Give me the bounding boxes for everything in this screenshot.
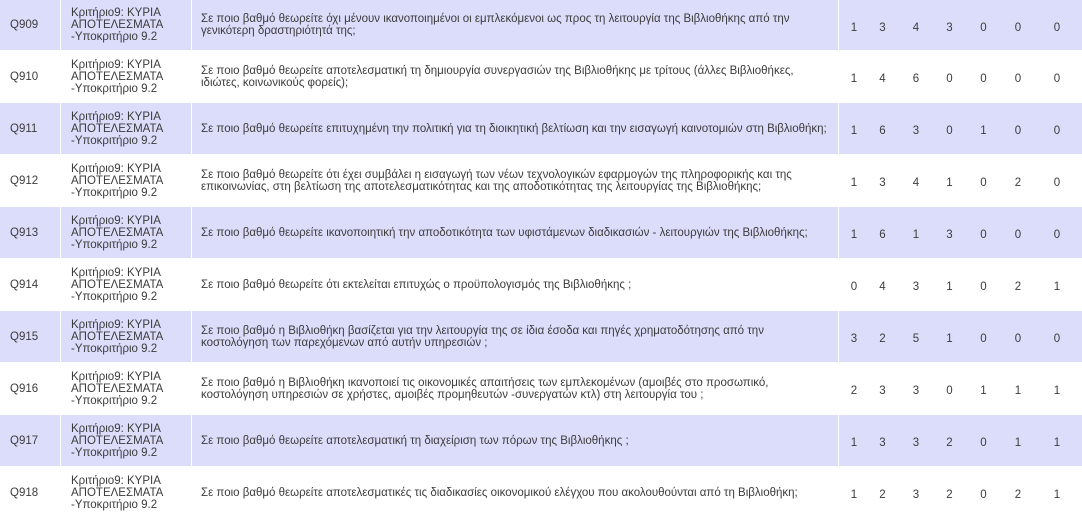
criterion-cell <box>61 0 192 51</box>
criterion-line: Κριτήριο9: ΚΥΡΙΑ <box>71 7 161 19</box>
response-count: 3 <box>896 467 936 519</box>
response-count: 0 <box>1032 103 1082 155</box>
response-count: 3 <box>869 363 896 415</box>
criterion-line: Κριτήριο9: ΚΥΡΙΑ <box>71 370 161 383</box>
response-count: 1 <box>839 207 869 259</box>
table-row <box>0 207 1082 259</box>
criterion-line: ΑΠΟΤΕΛΕΣΜΑΤΑ <box>71 19 164 31</box>
table-row <box>0 155 1082 207</box>
response-count: 0 <box>963 0 1004 51</box>
response-count: 3 <box>839 311 869 363</box>
response-count: 1 <box>936 259 963 311</box>
response-count: 1 <box>963 103 1004 155</box>
response-count: 0 <box>839 259 869 311</box>
question-code: Q917 <box>0 415 61 467</box>
question-text: Σε ποιο βαθμό η Βιβλιοθήκη ικανοποιεί τις οικονομικές απαιτήσεις των εμπλεκομένων (αμοιβές στο προσωπικό, κοστολόγηση υπηρεσιών σε χρήστες, αμοιβές προμηθευτών -συνεργατών κτλ) στη λειτουργία του ; <box>192 363 839 415</box>
table-row <box>0 363 1082 415</box>
criterion-line: -Υποκριτήριο 9.2 <box>71 134 158 147</box>
response-count: 3 <box>869 0 896 51</box>
criterion-line: ΑΠΟΤΕΛΕΣΜΑΤΑ <box>71 174 164 187</box>
question-code: Q916 <box>0 363 61 415</box>
response-count: 2 <box>936 415 963 467</box>
table-row <box>0 467 1082 519</box>
response-count: 6 <box>869 103 896 155</box>
criterion-cell <box>61 363 192 415</box>
response-count: 1 <box>1032 415 1082 467</box>
criterion-cell <box>61 103 192 155</box>
response-count: 6 <box>869 207 896 259</box>
response-count: 1 <box>1032 467 1082 519</box>
response-count: 0 <box>1004 311 1032 363</box>
criterion-line: -Υποκριτήριο 9.2 <box>71 82 158 95</box>
response-count: 6 <box>896 51 936 103</box>
response-count: 2 <box>1004 155 1032 207</box>
response-count: 3 <box>869 155 896 207</box>
criterion-line: ΑΠΟΤΕΛΕΣΜΑΤΑ <box>71 434 164 447</box>
response-count: 0 <box>1032 0 1082 51</box>
response-count: 1 <box>839 155 869 207</box>
response-count: 0 <box>1004 0 1032 51</box>
response-count: 0 <box>963 311 1004 363</box>
criterion-line: ΑΠΟΤΕΛΕΣΜΑΤΑ <box>71 486 164 499</box>
response-count: 4 <box>869 259 896 311</box>
table-row <box>0 0 1082 51</box>
criterion-line: Κριτήριο9: ΚΥΡΙΑ <box>71 58 161 71</box>
response-count: 0 <box>936 51 963 103</box>
response-count: 0 <box>1004 207 1032 259</box>
question-code: Q910 <box>0 51 61 103</box>
response-count: 3 <box>936 0 963 51</box>
criterion-line: -Υποκριτήριο 9.2 <box>71 394 158 407</box>
question-code: Q912 <box>0 155 61 207</box>
criterion-line: Κριτήριο9: ΚΥΡΙΑ <box>71 162 161 175</box>
question-text: Σε ποιο βαθμό θεωρείτε όχι μένουν ικανοποιημένοι οι εμπλεκόμενοι ως προς τη λειτουργία της Βιβλιοθήκης από την γενικότερη δραστηριότητά της; <box>192 0 839 51</box>
response-count: 5 <box>896 311 936 363</box>
response-count: 1 <box>1032 363 1082 415</box>
response-count: 0 <box>1004 103 1032 155</box>
response-count: 1 <box>839 103 869 155</box>
response-count: 3 <box>936 207 963 259</box>
table-row <box>0 415 1082 467</box>
criterion-line: ΑΠΟΤΕΛΕΣΜΑΤΑ <box>71 330 164 343</box>
question-code: Q918 <box>0 467 61 519</box>
criterion-cell <box>61 311 192 363</box>
criterion-cell <box>61 207 192 259</box>
response-count: 0 <box>963 207 1004 259</box>
criterion-line: ΑΠΟΤΕΛΕΣΜΑΤΑ <box>71 382 164 395</box>
criterion-cell <box>61 467 192 519</box>
response-count: 1 <box>839 415 869 467</box>
criterion-cell <box>61 415 192 467</box>
criterion-line: ΑΠΟΤΕΛΕΣΜΑΤΑ <box>71 278 164 291</box>
response-count: 4 <box>896 0 936 51</box>
response-count: 2 <box>839 363 869 415</box>
response-count: 0 <box>1032 51 1082 103</box>
criterion-cell <box>61 259 192 311</box>
response-count: 0 <box>1004 51 1032 103</box>
question-text: Σε ποιο βαθμό θεωρείτε αποτελεσματικές τις διαδικασίες οικονομικού ελέγχου που ακολουθούνται από τη Βιβλιοθήκη; <box>192 467 839 519</box>
criterion-cell <box>61 51 192 103</box>
question-text: Σε ποιο βαθμό θεωρείτε ότι εκτελείται επιτυχώς ο προϋπολογισμός της Βιβλιοθήκης ; <box>192 259 839 311</box>
response-count: 4 <box>896 155 936 207</box>
criterion-line: Κριτήριο9: ΚΥΡΙΑ <box>71 266 161 279</box>
response-count: 0 <box>1032 311 1082 363</box>
question-code: Q914 <box>0 259 61 311</box>
response-count: 2 <box>936 467 963 519</box>
criterion-line: -Υποκριτήριο 9.2 <box>71 238 158 251</box>
response-count: 1 <box>1004 415 1032 467</box>
question-code: Q911 <box>0 103 61 155</box>
criterion-line: Κριτήριο9: ΚΥΡΙΑ <box>71 318 161 331</box>
question-code: Q913 <box>0 207 61 259</box>
response-count: 4 <box>869 51 896 103</box>
criterion-line: ΑΠΟΤΕΛΕΣΜΑΤΑ <box>71 122 164 135</box>
response-count: 1 <box>839 467 869 519</box>
criterion-line: -Υποκριτήριο 9.2 <box>71 342 158 355</box>
response-count: 0 <box>963 155 1004 207</box>
criterion-line: ΑΠΟΤΕΛΕΣΜΑΤΑ <box>71 226 164 239</box>
table-row <box>0 311 1082 363</box>
table-row <box>0 103 1082 155</box>
response-count: 3 <box>896 415 936 467</box>
response-count: 0 <box>963 259 1004 311</box>
question-code: Q909 <box>0 0 61 51</box>
criterion-line: -Υποκριτήριο 9.2 <box>71 446 158 459</box>
question-code: Q915 <box>0 311 61 363</box>
criterion-line: -Υποκριτήριο 9.2 <box>71 31 158 43</box>
response-count: 2 <box>869 311 896 363</box>
response-count: 1 <box>839 51 869 103</box>
table-row <box>0 259 1082 311</box>
response-count: 1 <box>839 0 869 51</box>
table-row <box>0 51 1082 103</box>
criterion-line: Κριτήριο9: ΚΥΡΙΑ <box>71 110 161 123</box>
response-count: 0 <box>936 103 963 155</box>
criterion-line: Κριτήριο9: ΚΥΡΙΑ <box>71 474 161 487</box>
response-count: 1 <box>1032 259 1082 311</box>
response-count: 2 <box>869 467 896 519</box>
criterion-cell <box>61 155 192 207</box>
response-count: 0 <box>963 51 1004 103</box>
response-count: 1 <box>936 311 963 363</box>
question-text: Σε ποιο βαθμό θεωρείτε ικανοποιητική την αποδοτικότητα των υφιστάμενων διαδικασιών - λειτουργιών της Βιβλιοθήκης; <box>192 207 839 259</box>
question-text: Σε ποιο βαθμό θεωρείτε επιτυχημένη την πολιτική για τη διοικητική βελτίωση και την εισαγωγή καινοτομιών στη Βιβλιοθήκη; <box>192 103 839 155</box>
criterion-line: -Υποκριτήριο 9.2 <box>71 498 158 511</box>
criterion-line: -Υποκριτήριο 9.2 <box>71 290 158 303</box>
question-text: Σε ποιο βαθμό θεωρείτε αποτελεσματική τη διαχείριση των πόρων της Βιβλιοθήκης ; <box>192 415 839 467</box>
response-count: 2 <box>1004 467 1032 519</box>
response-count: 1 <box>936 155 963 207</box>
question-text: Σε ποιο βαθμό η Βιβλιοθήκη βασίζεται για την λειτουργία της σε ίδια έσοδα και πηγές χρηματοδότησης από την κοστολόγηση των παρεχόμενων από αυτήν υπηρεσιών ; <box>192 311 839 363</box>
criterion-line: ΑΠΟΤΕΛΕΣΜΑΤΑ <box>71 70 164 83</box>
response-count: 1 <box>1004 363 1032 415</box>
response-count: 3 <box>896 363 936 415</box>
response-count: 0 <box>963 415 1004 467</box>
response-count: 3 <box>869 415 896 467</box>
question-text: Σε ποιο βαθμό θεωρείτε αποτελεσματική τη δημιουργία συνεργασιών της Βιβλιοθήκης με τρίτους (άλλες Βιβλιοθήκες, ιδιώτες, κοινωνικούς φορείς); <box>192 51 839 103</box>
response-count: 0 <box>1032 155 1082 207</box>
criterion-line: Κριτήριο9: ΚΥΡΙΑ <box>71 214 161 227</box>
response-count: 1 <box>896 207 936 259</box>
response-count: 1 <box>963 363 1004 415</box>
response-count: 3 <box>896 259 936 311</box>
response-count: 3 <box>896 103 936 155</box>
question-text: Σε ποιο βαθμό θεωρείτε ότι έχει συμβάλει η εισαγωγή των νέων τεχνολογικών εφαρμογών της πληροφορικής και της επικοινωνίας, στη βελτίωση της αποτελεσματικότητας και της αποδοτικότητας της λειτουργίας της Βιβλιοθήκης; <box>192 155 839 207</box>
response-count: 0 <box>936 363 963 415</box>
criterion-line: -Υποκριτήριο 9.2 <box>71 186 158 199</box>
response-count: 2 <box>1004 259 1032 311</box>
response-count: 0 <box>963 467 1004 519</box>
criterion-line: Κριτήριο9: ΚΥΡΙΑ <box>71 422 161 435</box>
response-count: 0 <box>1032 207 1082 259</box>
